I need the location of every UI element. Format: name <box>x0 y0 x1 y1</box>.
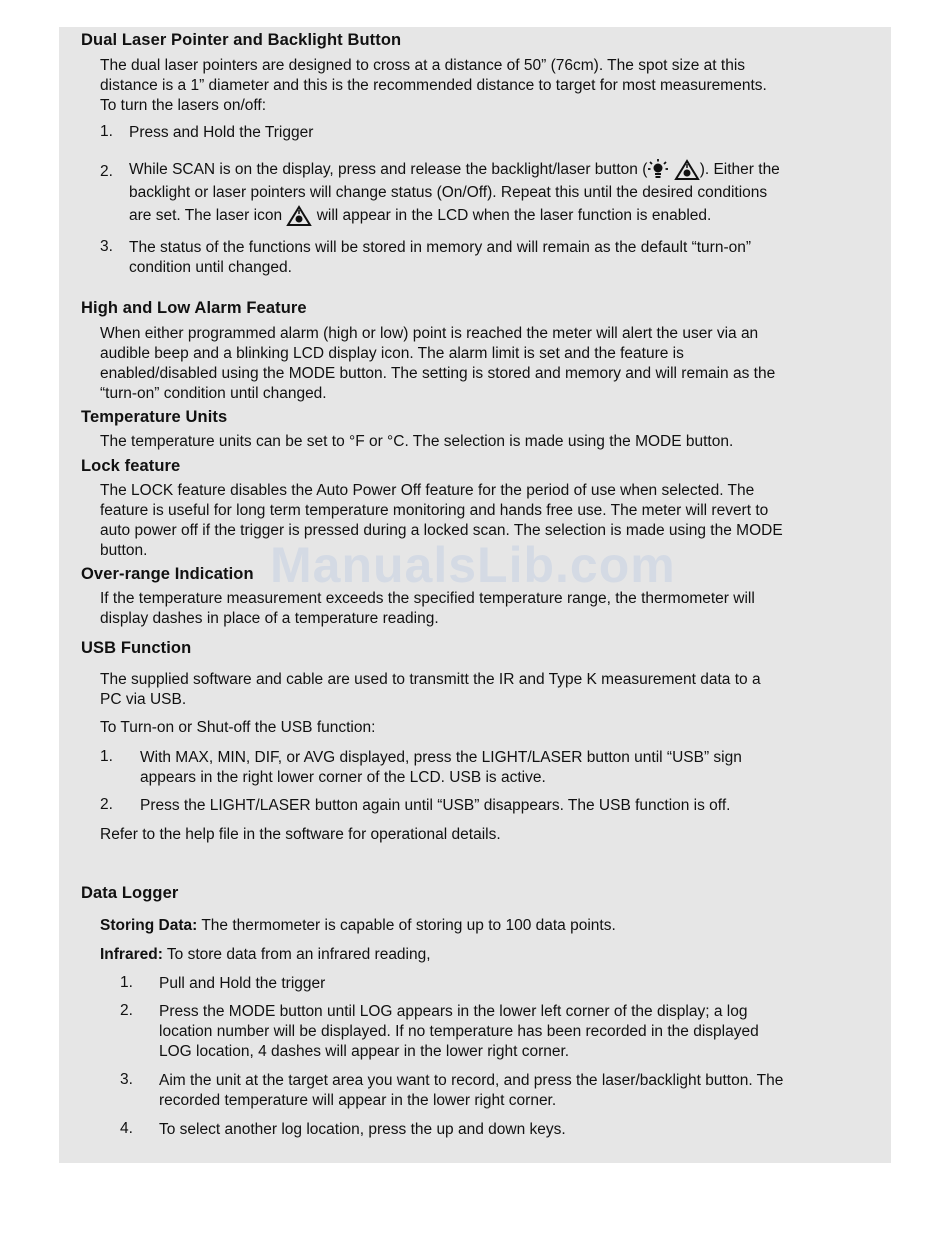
list-number: 1. <box>120 974 133 991</box>
usb-outro: Refer to the help file in the software for operational details. <box>100 826 501 843</box>
list-item: While SCAN is on the display, press and release the backlight/laser button ( ). Either the <box>129 155 780 185</box>
laser-heading: Dual Laser Pointer and Backlight Button <box>81 31 402 49</box>
list-number: 2. <box>120 1002 133 1019</box>
usb-para-line: The supplied software and cable are used to transmitt the IR and Type K measurement data to a <box>100 671 761 688</box>
watermark: ManualsLib.com <box>270 537 676 593</box>
list-item: location number will be displayed. If no temperature has been recorded in the displayed <box>159 1023 759 1040</box>
overrange-para-line: If the temperature measurement exceeds the specified temperature range, the thermometer will <box>100 590 755 607</box>
lock-heading: Lock feature <box>81 457 181 475</box>
logger-infrared: Infrared: To store data from an infrared reading, <box>100 946 431 963</box>
laser-para-line: distance is a 1” diameter and this is the recommended distance to target for most measurements. <box>100 77 767 94</box>
backlight-icon <box>647 158 669 182</box>
laser-icon <box>674 159 700 181</box>
list-number: 3. <box>100 238 113 255</box>
list-item: condition until changed. <box>129 259 292 276</box>
list-number: 2. <box>100 796 113 813</box>
alarm-para-line: When either programmed alarm (high or low) point is reached the meter will alert the user via an <box>100 325 759 342</box>
laser-para-line: To turn the lasers on/off: <box>100 97 267 114</box>
usb-para-line: PC via USB. <box>100 691 187 708</box>
list-item: Press and Hold the Trigger <box>129 124 314 141</box>
list-item: With MAX, MIN, DIF, or AVG displayed, press the LIGHT/LASER button until “USB” sign <box>140 749 742 766</box>
laser-para-line: The dual laser pointers are designed to cross at a distance of 50” (76cm). The spot size at this <box>100 57 746 74</box>
list-number: 1. <box>100 123 113 140</box>
alarm-para-line: enabled/disabled using the MODE button. The setting is stored and memory and will remain as the <box>100 365 776 382</box>
list-number: 4. <box>120 1120 133 1137</box>
lock-para-line: The LOCK feature disables the Auto Power Off feature for the period of use when selected. The <box>100 482 755 499</box>
alarm-para-line: audible beep and a blinking LCD display icon. The alarm limit is set and the feature is <box>100 345 684 362</box>
list-item: The status of the functions will be stored in memory and will remain as the default “turn-on” <box>129 239 752 256</box>
usb-heading: USB Function <box>81 639 192 657</box>
list-item: are set. The laser icon will appear in the LCD when the laser function is enabled. <box>129 203 711 229</box>
overrange-para-line: display dashes in place of a temperature reading. <box>100 610 439 627</box>
list-item: backlight or laser pointers will change status (On/Off). Repeat this until the desired conditions <box>129 184 768 201</box>
laser-icon <box>286 205 312 227</box>
overrange-heading: Over-range Indication <box>81 565 254 583</box>
list-item: Press the MODE button until LOG appears in the lower left corner of the display; a log <box>159 1003 748 1020</box>
alarm-para-line: “turn-on” condition until changed. <box>100 385 327 402</box>
list-number: 1. <box>100 748 113 765</box>
list-item: recorded temperature will appear in the lower right corner. <box>159 1092 557 1109</box>
alarm-heading: High and Low Alarm Feature <box>81 299 307 317</box>
list-number: 3. <box>120 1071 133 1088</box>
units-heading: Temperature Units <box>81 408 228 426</box>
logger-heading: Data Logger <box>81 884 179 902</box>
list-item: appears in the right lower corner of the LCD. USB is active. <box>140 769 546 786</box>
list-item: LOG location, 4 dashes will appear in the lower right corner. <box>159 1043 570 1060</box>
lock-para-line: button. <box>100 542 148 559</box>
usb-intro: To Turn-on or Shut-off the USB function: <box>100 719 376 736</box>
units-para-line: The temperature units can be set to °F or °C. The selection is made using the MODE button. <box>100 433 734 450</box>
list-item: Pull and Hold the trigger <box>159 975 326 992</box>
list-item: To select another log location, press the up and down keys. <box>159 1121 566 1138</box>
lock-para-line: auto power off if the trigger is pressed during a locked scan. The selection is made using the MODE <box>100 522 783 539</box>
list-item: Aim the unit at the target area you want to record, and press the laser/backlight button. The <box>159 1072 784 1089</box>
logger-storing: Storing Data: The thermometer is capable of storing up to 100 data points. <box>100 917 616 934</box>
lock-para-line: feature is useful for long term temperature monitoring and hands free use. The meter will revert to <box>100 502 769 519</box>
list-item: Press the LIGHT/LASER button again until “USB” disappears. The USB function is off. <box>140 797 731 814</box>
list-number: 2. <box>100 163 113 180</box>
